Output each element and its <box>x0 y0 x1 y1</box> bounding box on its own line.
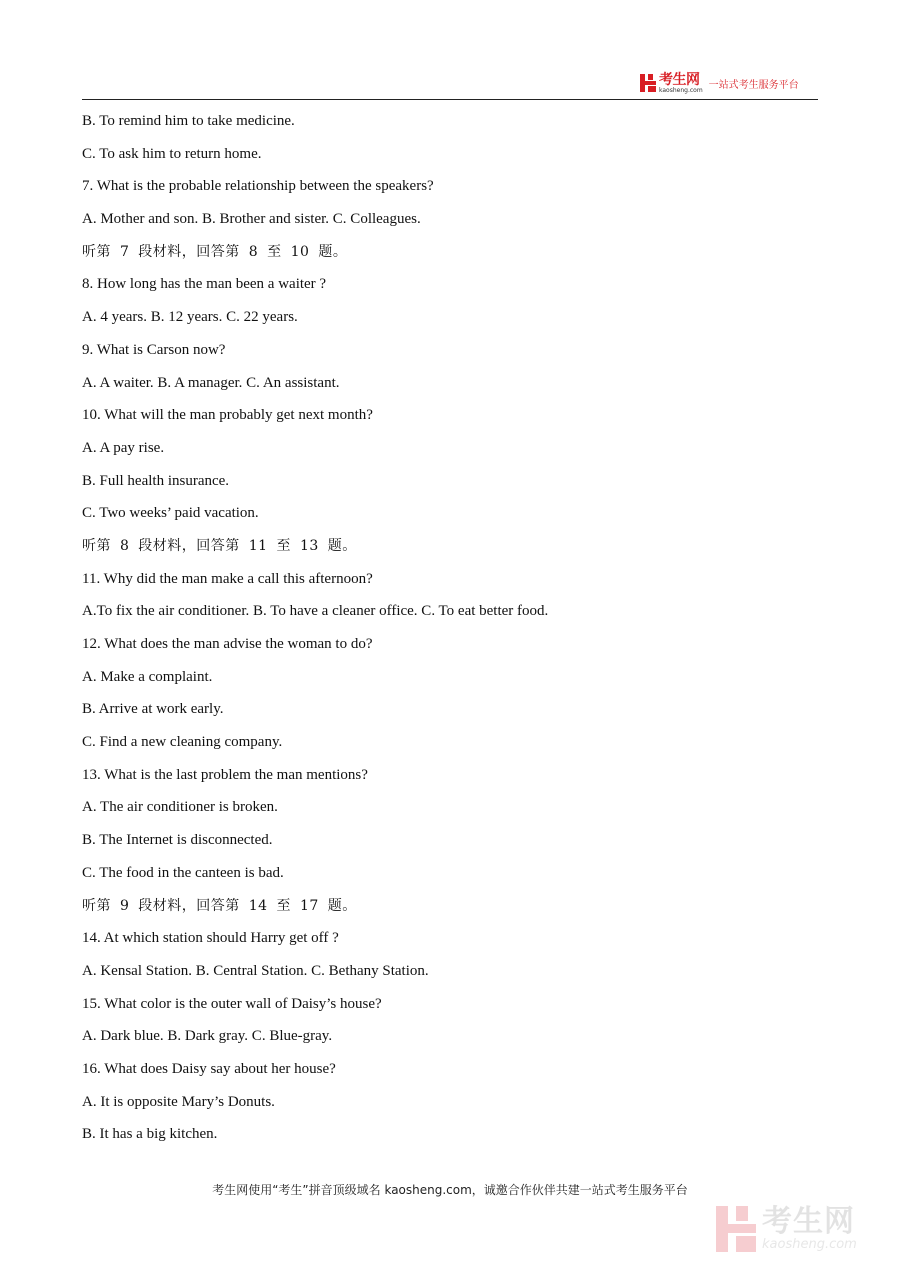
question-line: 12. What does the man advise the woman to do? <box>82 636 373 652</box>
section-instruction: 听第 7 段材料，回答第 8 至 10 题。 <box>82 243 348 260</box>
options-line: A. A waiter. B. A manager. C. An assistant. <box>82 374 340 391</box>
question-line: 10. What will the man probably get next month? <box>82 407 373 424</box>
kaosheng-logo-icon <box>640 74 656 92</box>
option-line: A. Make a complaint. <box>82 668 213 685</box>
watermark-name: 考生网 <box>762 1204 855 1239</box>
options-line: A. Dark blue. B. Dark gray. C. Blue-gray. <box>82 1028 333 1045</box>
text-line: B. To remind him to take medicine. <box>82 113 295 129</box>
option-line: B. It has a big kitchen. <box>82 1126 218 1143</box>
kaosheng-watermark-icon <box>716 1206 756 1252</box>
option-line: B. The Internet is disconnected. <box>82 832 273 849</box>
header-logo <box>640 72 799 94</box>
question-line: 16. What does Daisy say about her house? <box>82 1060 336 1077</box>
section-instruction: 听第 9 段材料，回答第 14 至 17 题。 <box>82 897 357 914</box>
option-line: C. Two weeks’ paid vacation. <box>82 505 259 522</box>
watermark-logo <box>716 1206 857 1252</box>
logo-domain: kaosheng.com <box>659 86 703 94</box>
option-line: B. Full health insurance. <box>82 472 230 489</box>
section-instruction: 听第 8 段材料，回答第 11 至 13 题。 <box>82 537 357 554</box>
footer-text: 考生网使用“考生”拼音顶级域名 kaosheng.com，诚邀合作伙伴共建一站式考生服务平台 <box>212 1183 688 1197</box>
logo-name: 考生网 <box>659 71 700 88</box>
header-divider <box>82 99 818 100</box>
option-line: A. It is opposite Mary’s Donuts. <box>82 1093 275 1110</box>
options-line: A.To fix the air conditioner. B. To have a cleaner office. C. To eat better food. <box>82 603 549 620</box>
question-line: 13. What is the last problem the man mentions? <box>82 766 368 783</box>
question-line: 9. What is Carson now? <box>82 341 226 358</box>
text-line: C. To ask him to return home. <box>82 145 262 162</box>
option-line: A. A pay rise. <box>82 439 165 456</box>
question-line: 11. Why did the man make a call this afternoon? <box>82 570 373 587</box>
logo-tagline: 一站式考生服务平台 <box>708 79 799 91</box>
options-line: A. Kensal Station. B. Central Station. C. Bethany Station. <box>82 962 429 979</box>
question-line: 7. What is the probable relationship between the speakers? <box>82 178 434 195</box>
question-line: 14. At which station should Harry get off ? <box>82 930 339 947</box>
document-body <box>82 111 822 1157</box>
watermark-domain: kaosheng.com <box>762 1237 857 1252</box>
option-line: A. The air conditioner is broken. <box>82 799 278 816</box>
options-line: A. 4 years. B. 12 years. C. 22 years. <box>82 309 298 326</box>
option-line: C. The food in the canteen is bad. <box>82 864 284 881</box>
question-line: 15. What color is the outer wall of Daisy’s house? <box>82 995 382 1012</box>
question-line: 8. How long has the man been a waiter ? <box>82 276 327 293</box>
options-line: A. Mother and son. B. Brother and sister. C. Colleagues. <box>82 211 421 228</box>
option-line: C. Find a new cleaning company. <box>82 734 283 751</box>
option-line: B. Arrive at work early. <box>82 701 224 718</box>
